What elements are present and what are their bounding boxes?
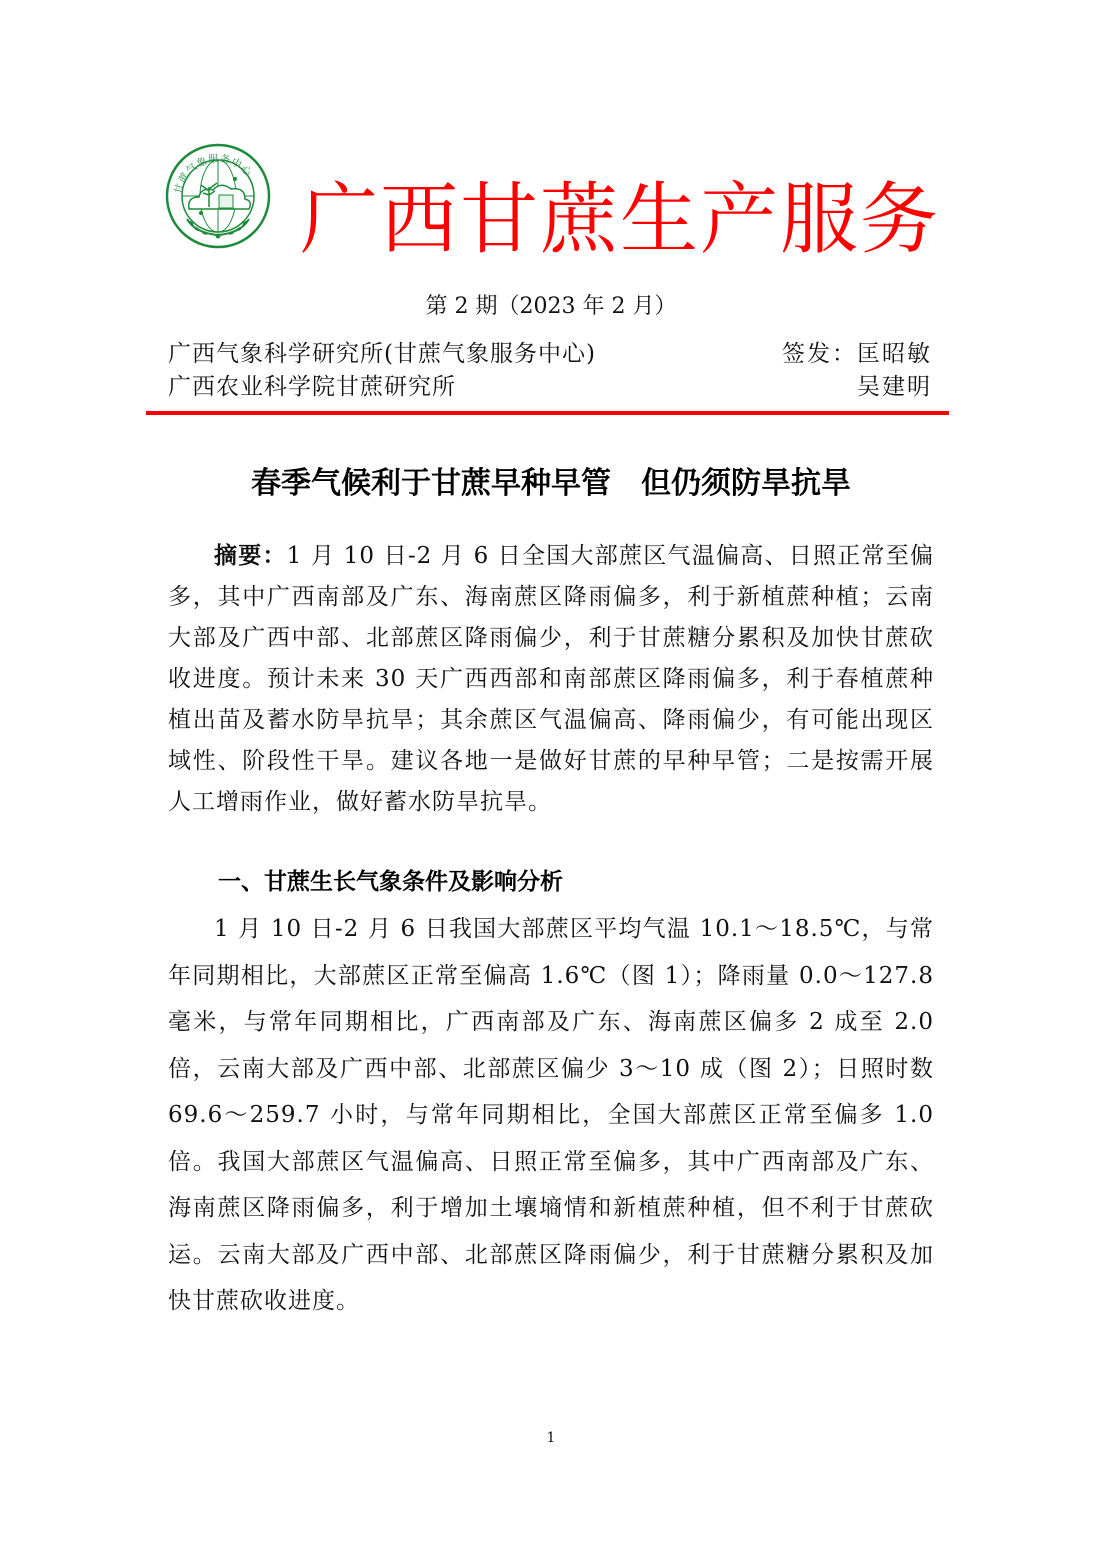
abstract-label: 摘要：: [214, 543, 287, 569]
page-number: 1: [546, 1430, 556, 1446]
header-row-1: [168, 338, 932, 370]
sugarcane-weather-service-logo-icon: [165, 143, 271, 249]
header-divider: [146, 411, 949, 415]
signer: 签发：匡昭敏: [782, 341, 932, 367]
section-heading-1: 一、甘蔗生长气象条件及影响分析: [218, 869, 563, 895]
abstract-text: 1 月 10 日-2 月 6 日全国大部蔗区气温偏高、日照正常至偏多，其中广西南部及广东、海南蔗区降雨偏多，利于新植蔗种植；云南大部及广西中部、北部蔗区降雨偏少，利于甘蔗糖分累积及加快甘蔗砍收进度。预计未来 30 天广西西部和南部蔗区降雨偏多，利于春植蔗种植出苗及蓄水防旱抗旱；其余蔗区气温偏高、降雨偏少，有可能出现区域性、阶段性干旱。建议各地一是做好甘蔗的早种早管；二是按需开展人工增雨作业，做好蓄水防旱抗旱。: [168, 543, 934, 815]
header-row-2: [168, 371, 932, 403]
issuing-org-2: 广西农业科学院甘蔗研究所: [168, 374, 456, 400]
publication-title: 广西甘蔗生产服务: [300, 175, 941, 265]
issuing-org-1: 广西气象科学研究所(甘蔗气象服务中心): [168, 341, 596, 367]
signer-2: 吴建明: [857, 374, 932, 400]
abstract-paragraph: [168, 536, 934, 823]
section-1-paragraph: 1 月 10 日-2 月 6 日我国大部蔗区平均气温 10.1～18.5℃，与常年同期相比，大部蔗区正常至偏高 1.6℃（图 1）；降雨量 0.0～127.8 毫米，与常年同期相比，广西南部及广东、海南蔗区偏多 2 成至 2.0 倍，云南大部及广西中部、北部蔗区偏少 3～10 成（图 2）；日照时数 69.6～259.7 小时，与常年同期相比，全国大部蔗区正常至偏多 1.0 倍。我国大部蔗区气温偏高、日照正常至偏多，其中广西南部及广东、海南蔗区降雨偏多，利于增加土壤墒情和新植蔗种植，但不利于甘蔗砍运。云南大部及广西中部、北部蔗区降雨偏少，利于甘蔗糖分累积及加快甘蔗砍收进度。: [168, 916, 934, 1314]
issue-number: 第 2 期（2023 年 2 月）: [425, 294, 677, 319]
svg-text:甘蔗气象服务中心: 甘蔗气象服务中心: [173, 153, 254, 196]
article-headline: 春季气候利于甘蔗早种早管 但仍须防旱抗旱: [251, 466, 851, 501]
